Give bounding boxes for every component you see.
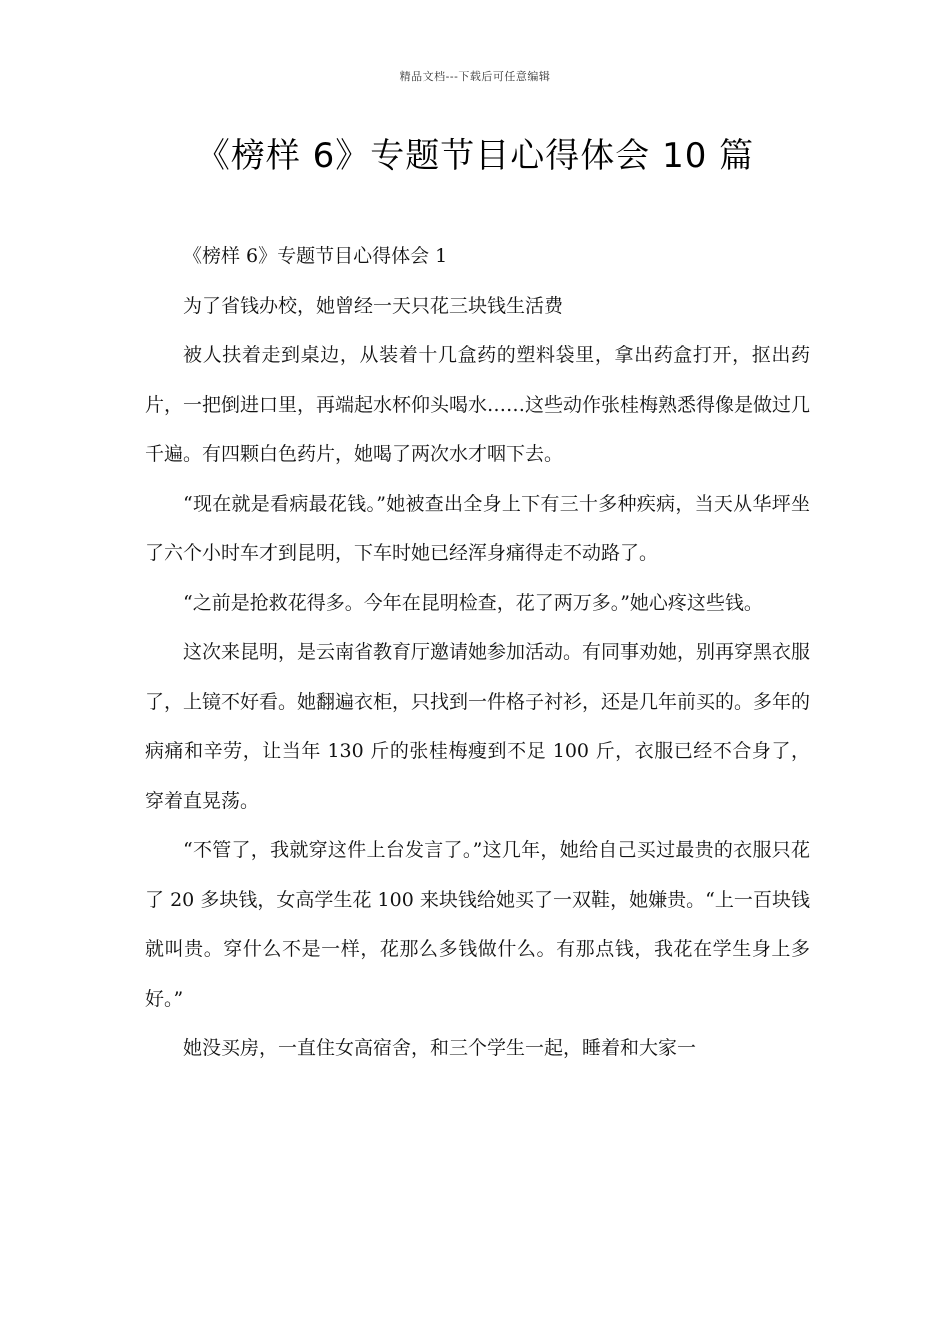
paragraph: “之前是抢救花得多。今年在昆明检查，花了两万多。”她心疼这些钱。 bbox=[183, 591, 763, 614]
header-note: 精品文档---下载后可任意编辑 bbox=[399, 70, 551, 83]
paragraph: 她没买房，一直住女高宿舍，和三个学生一起，睡着和大家一 bbox=[183, 1037, 697, 1059]
document-body bbox=[145, 232, 810, 1074]
paragraph-subtitle: 《榜样 6》专题节目心得体会 1 bbox=[183, 245, 448, 267]
document-title: 《榜样 6》专题节目心得体会 10 篇 bbox=[195, 136, 755, 176]
paragraph: 为了省钱办校，她曾经一天只花三块钱生活费 bbox=[183, 294, 564, 317]
paragraph: 被人扶着走到桌边，从装着十几盒药的塑料袋里，拿出药盒打开，抠出药片，一把倒进口里，再端起水杯仰头喝水……这些动作张桂梅熟悉得像是做过几千遍。有四颗白色药片，她喝了两次水才咽下去。 bbox=[145, 344, 811, 465]
paragraph: 这次来昆明，是云南省教育厅邀请她参加活动。有同事劝她，别再穿黑衣服了，上镜不好看。她翻遍衣柜，只找到一件格子衬衫，还是几年前买的。多年的病痛和辛劳，让当年 130 斤的张桂梅瘦到不足 100 斤，衣服已经不合身了，穿着直晃荡。 bbox=[145, 641, 811, 812]
paragraph: “现在就是看病最花钱。”她被查出全身上下有三十多种疾病，当天从华坪坐了六个小时车才到昆明，下车时她已经浑身痛得走不动路了。 bbox=[145, 492, 810, 564]
paragraph: “不管了，我就穿这件上台发言了。”这几年，她给自己买过最贵的衣服只花了 20 多块钱，女高学生花 100 来块钱给她买了一双鞋，她嫌贵。“上一百块钱就叫贵。穿什么不是一样，花那么多钱做什么。有那点钱，我花在学生身上多好。” bbox=[145, 839, 810, 1010]
